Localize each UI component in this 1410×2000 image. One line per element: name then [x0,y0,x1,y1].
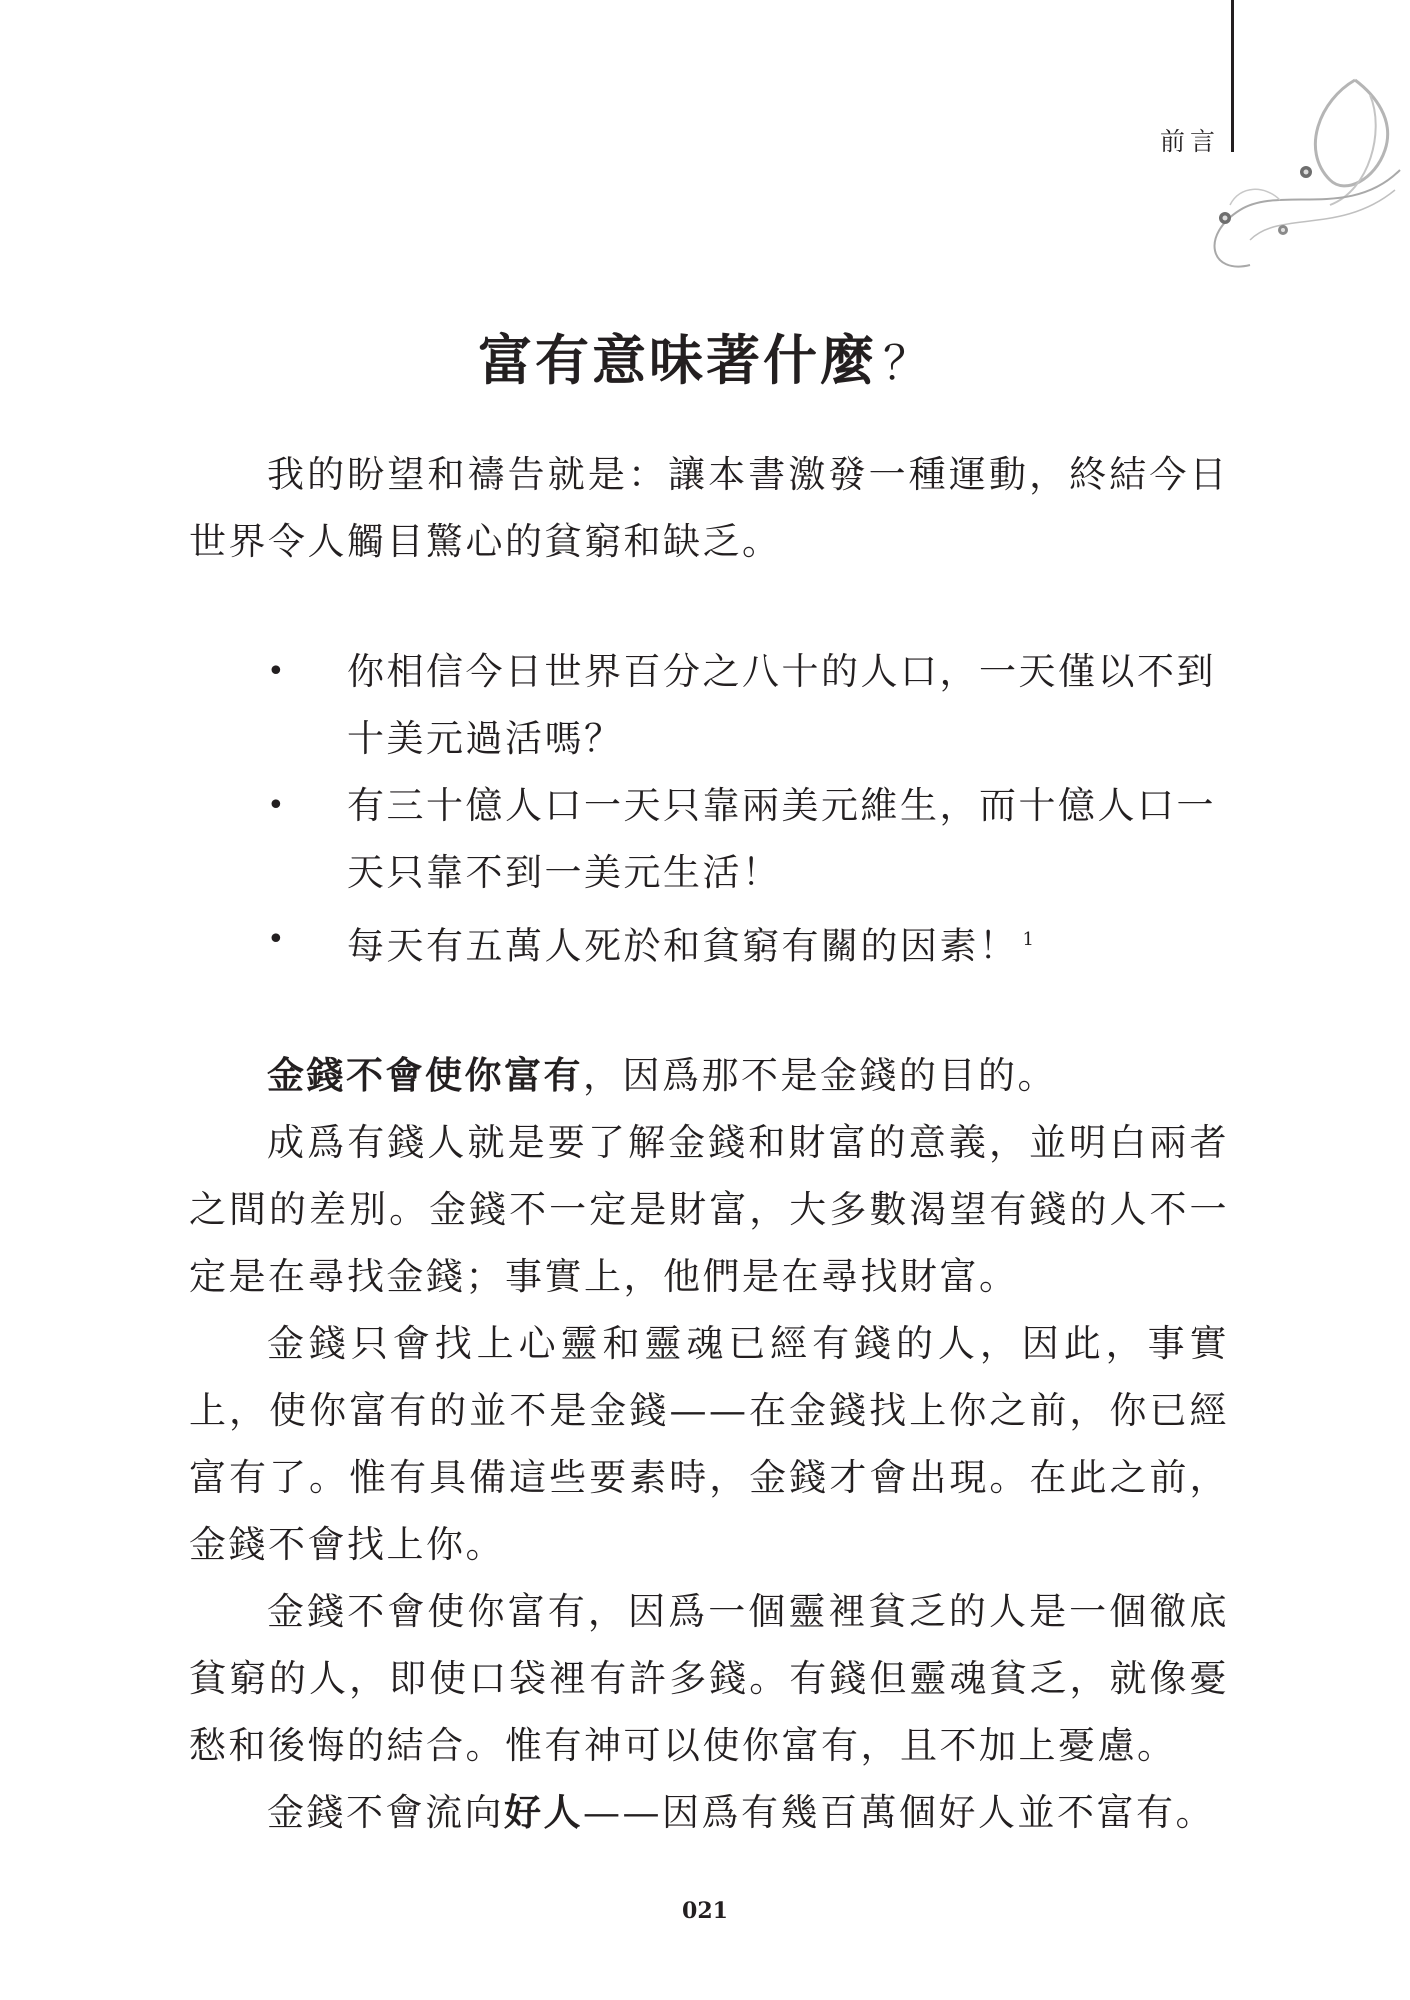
flourish-ornament-icon [1170,70,1410,270]
body-section [189,1042,1229,1846]
bullet-marker: • [267,654,288,689]
body-paragraph [189,1779,1229,1846]
footnote-reference: 1 [1022,929,1037,950]
intro-paragraph: 我的盼望和禱告就是：讓本書激發一種運動，終結今日世界令人觸目驚心的貧窮和缺乏。 [189,453,1229,563]
body-paragraph: 金錢只會找上心靈和靈魂已經有錢的人，因此，事實上，使你富有的並不是金錢——在金錢找上你之前，你已經富有了。惟有具備這些要素時，金錢才會出現。在此之前，金錢不會找上你。 [189,1322,1229,1566]
intro-section [189,441,1229,575]
bullet-marker: • [267,922,288,957]
title-text: 富有意味著什麼 [478,329,877,392]
paragraph-text: 金錢不會流向 [267,1791,504,1834]
paragraph-text: ，因爲那不是金錢的目的。 [583,1054,1057,1097]
list-item [189,638,1229,772]
statistics-list [189,638,1229,979]
bold-phrase: 好人 [504,1791,583,1834]
list-item [189,772,1229,906]
page-number: 021 [682,1898,728,1924]
page-title [0,318,1410,395]
list-item-text: 有三十億人口一天只靠兩美元維生，而十億人口一天只靠不到一美元生活！ [347,784,1216,894]
list-item [189,906,1229,979]
body-paragraph: 金錢不會使你富有，因爲一個靈裡貧乏的人是一個徹底貧窮的人，即使口袋裡有許多錢。有錢但靈魂貧乏，就像憂愁和後悔的結合。惟有神可以使你富有，且不加上憂慮。 [189,1590,1229,1767]
body-paragraph [189,1042,1229,1109]
list-item-text: 每天有五萬人死於和貧窮有關的因素！ [347,924,1019,968]
paragraph-text: ——因爲有幾百萬個好人並不富有。 [583,1791,1215,1834]
title-question-mark: ？ [883,336,932,390]
body-paragraph: 成爲有錢人就是要了解金錢和財富的意義，並明白兩者之間的差別。金錢不一定是財富，大多數渴望有錢的人不一定是在尋找金錢；事實上，他們是在尋找財富。 [189,1121,1229,1298]
list-item-text: 你相信今日世界百分之八十的人口，一天僅以不到十美元過活嗎？ [347,650,1216,760]
bullet-marker: • [267,788,288,823]
running-head: 前言 [1160,127,1221,156]
bold-phrase: 金錢不會使你富有 [267,1054,583,1097]
